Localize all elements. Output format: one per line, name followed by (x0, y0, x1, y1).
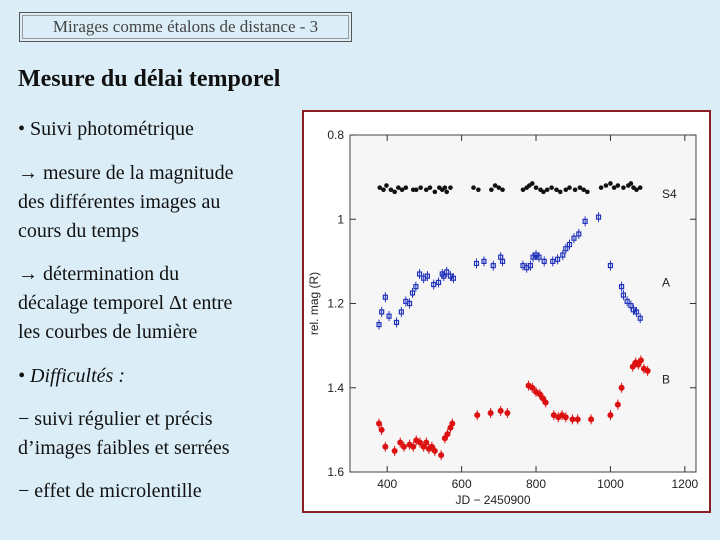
sub-bullet-tracking-line1: − suivi régulier et précis (18, 408, 213, 430)
series-s4-point (599, 185, 604, 190)
series-b-point (498, 408, 504, 414)
series-s4-point (418, 185, 423, 190)
slide-header (19, 12, 352, 42)
plot-area (350, 135, 696, 472)
y-axis-label: rel. mag (R) (307, 271, 321, 336)
sub-bullet-magnitude-line3: cours du temps (18, 220, 140, 242)
series-b-label: B (662, 372, 671, 387)
series-b-point (401, 444, 407, 450)
sub-bullet-delay-line1: → détermination du (18, 263, 180, 285)
series-s4-point (433, 190, 438, 195)
sub-bullet-microlensing: − effet de microlentille (18, 480, 202, 502)
sub-bullet-magnitude-line1: → mesure de la magnitude (18, 162, 234, 184)
series-s4-point (428, 185, 433, 190)
series-s4-point (604, 183, 609, 188)
series-s4-point (638, 185, 643, 190)
series-b-point (645, 368, 651, 374)
y-tick-label: 1.2 (327, 296, 344, 311)
x-tick-label: 1200 (671, 477, 699, 491)
series-s4-point (608, 181, 613, 186)
series-s4-point (585, 190, 590, 195)
series-s4-point (567, 185, 572, 190)
series-s4-point (616, 183, 621, 188)
series-b-point (504, 410, 510, 416)
series-b-point (569, 416, 575, 422)
series-b-point (392, 448, 398, 454)
series-b-point (432, 448, 438, 454)
series-s4-point (549, 185, 554, 190)
series-b-point (638, 357, 644, 363)
series-s4-point (629, 181, 634, 186)
x-tick-label: 1000 (597, 477, 624, 491)
series-b-point (474, 412, 480, 418)
series-s4-point (392, 190, 397, 195)
series-s4-point (476, 187, 481, 192)
series-s4-point (448, 185, 453, 190)
series-s4-point (404, 185, 409, 190)
series-s4-point (414, 187, 419, 192)
series-s4-point (489, 187, 494, 192)
series-a-label: A (662, 275, 671, 290)
sub-bullet-delay-line2: décalage temporel Δt entre (18, 292, 233, 314)
series-b-point (607, 412, 613, 418)
bullet-photometry: • Suivi photométrique (18, 118, 194, 140)
series-s4-point (621, 185, 626, 190)
y-tick-label: 1.4 (327, 380, 344, 395)
series-b-point (423, 440, 429, 446)
series-s4-point (545, 187, 550, 192)
x-tick-label: 600 (451, 477, 472, 491)
series-s4-point (381, 187, 386, 192)
series-b-point (382, 444, 388, 450)
bullet-difficulties: • Difficultés : (18, 365, 125, 387)
sub-bullet-magnitude-line2: des différentes images au (18, 191, 221, 213)
x-tick-label: 800 (526, 477, 547, 491)
series-b-point (438, 452, 444, 458)
series-s4-point (443, 185, 448, 190)
series-b-point (410, 444, 416, 450)
slide-title: Mesure du délai temporel (18, 66, 281, 92)
series-b-point (575, 416, 581, 422)
x-axis-label: JD − 2450900 (455, 493, 531, 507)
y-tick-label: 1.6 (327, 465, 344, 479)
series-s4-point (558, 190, 563, 195)
series-s4-point (384, 183, 389, 188)
series-b-point (615, 402, 621, 408)
series-b-point (619, 385, 625, 391)
series-b-point (444, 431, 450, 437)
series-b-point (376, 421, 382, 427)
y-tick-label: 0.8 (327, 128, 344, 142)
series-b-point (543, 399, 549, 405)
series-s4-point (500, 187, 505, 192)
series-b-point (379, 427, 385, 433)
series-s4-point (471, 185, 476, 190)
x-tick-label: 400 (377, 477, 398, 491)
series-b-point (488, 410, 494, 416)
light-curve-chart (302, 110, 711, 513)
sub-bullet-delay-line3: les courbes de lumière (18, 321, 198, 343)
y-tick-label: 1 (337, 212, 344, 227)
series-s4-point (534, 185, 539, 190)
series-b-point (449, 421, 455, 427)
series-s4-label: S4 (662, 187, 677, 202)
series-s4-point (573, 187, 578, 192)
slide-header-text: Mirages comme étalons de distance - 3 (52, 17, 319, 36)
light-curve-plot (304, 112, 709, 511)
series-b-point (563, 414, 569, 420)
series-b-point (588, 416, 594, 422)
sub-bullet-tracking-line2: d’images faibles et serrées (18, 437, 230, 459)
series-s4-point (444, 190, 449, 195)
series-s4-point (530, 181, 535, 186)
